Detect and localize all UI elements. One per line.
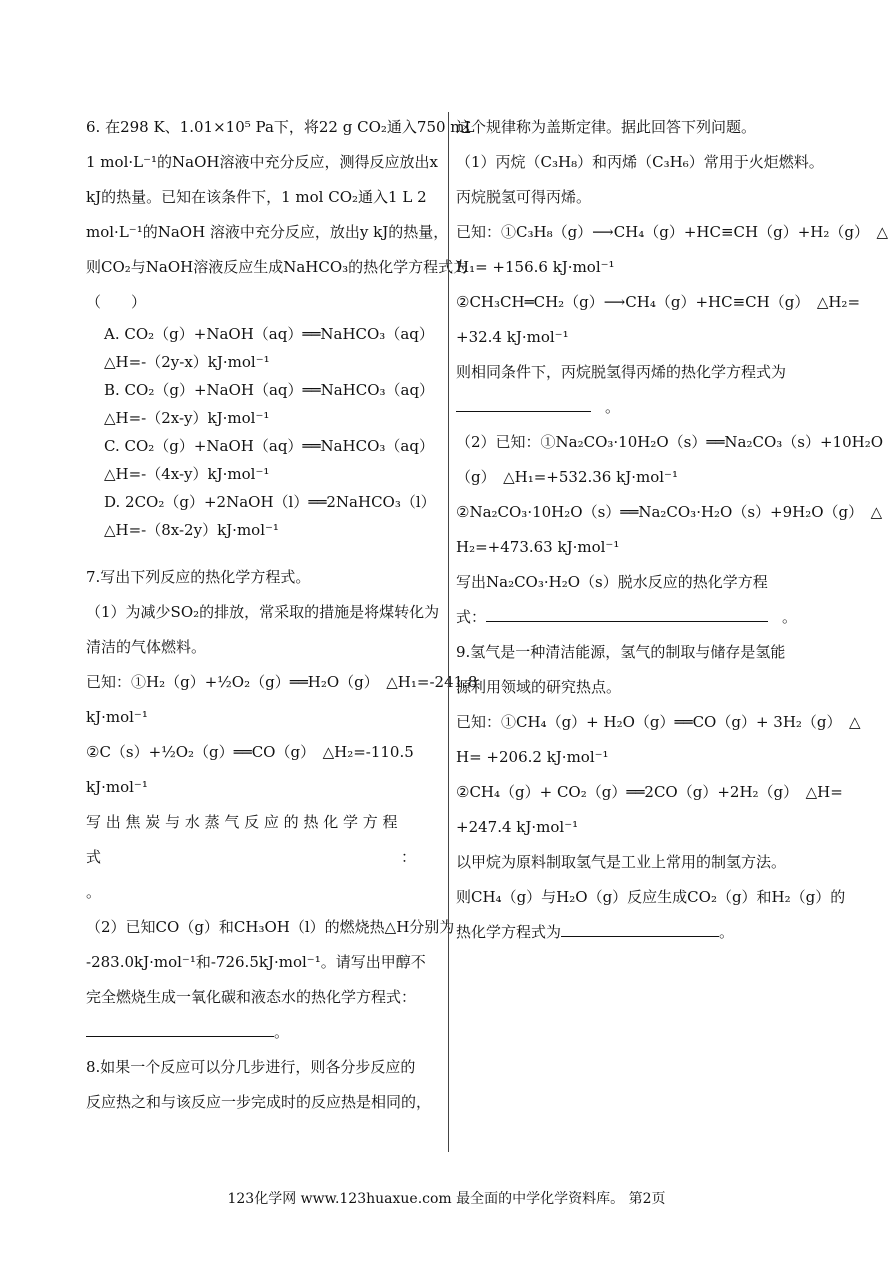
q7-line: 式 ： [86,848,417,866]
q6-line: kJ的热量。已知在该条件下，1 mol CO₂通入1 L 2 [86,188,427,206]
question-9 [456,635,861,950]
page-number: 第2页 [628,1191,666,1207]
q9-line: 以甲烷为原料制取氢气是工业上常用的制氢方法。 [456,853,787,871]
q8-line: 已知：①C₃H₈（g）⟶CH₄（g）+HC≡CH（g）+H₂（g） △ [456,223,889,241]
q7-line: 已知：①H₂（g）+½O₂（g）══H₂O（g） △H₁=-241.8 [86,673,478,691]
q9-line: 热化学方程式为 [456,923,562,941]
q8-line: 这个规律称为盖斯定律。据此回答下列问题。 [456,118,757,136]
q7-line: 写 出 焦 炭 与 水 蒸 气 反 应 的 热 化 学 方 程 [86,813,398,831]
q7-line: ②C（s）+½O₂（g）══CO（g） △H₂=-110.5 [86,743,414,761]
q6-option-c-dh: △H=-（4x-y）kJ·mol⁻¹ [104,465,270,483]
q8-line: 。 [782,608,798,626]
q6-line: 6. 在298 K、1.01×10⁵ Pa下，将22 g CO₂通入750 mL [86,118,475,136]
q7-line: kJ·mol⁻¹ [86,778,148,796]
q7-line: 完全燃烧生成一氧化碳和液态水的热化学方程式： [86,988,417,1006]
answer-blank[interactable] [561,920,719,937]
q8-line: 则相同条件下，丙烷脱氢得丙烯的热化学方程式为 [456,363,787,381]
q8-line: 丙烷脱氢可得丙烯。 [456,188,592,206]
q6-line: （ ） [86,293,147,311]
question-8 [86,1050,442,1120]
q6-line: 1 mol·L⁻¹的NaOH溶液中充分反应，测得反应放出x [86,153,438,171]
q8-line: 8.如果一个反应可以分几步进行，则各分步反应的 [86,1058,416,1076]
answer-blank[interactable] [456,395,591,412]
q9-line: ②CH₄（g）+ CO₂（g）══2CO（g）+2H₂（g） △H= [456,783,843,801]
answer-blank[interactable] [86,1020,274,1037]
q8-line: +32.4 kJ·mol⁻¹ [456,328,569,346]
q6-line: 则CO₂与NaOH溶液反应生成NaHCO₃的热化学方程式为 [86,258,469,276]
q6-option-d: D. 2CO₂（g）+2NaOH（l）══2NaHCO₃（l） [104,493,436,511]
q9-line: 源利用领域的研究热点。 [456,678,622,696]
q9-line: 已知：①CH₄（g）+ H₂O（g）══CO（g）+ 3H₂（g） △ [456,713,861,731]
q8-line: H₂=+473.63 kJ·mol⁻¹ [456,538,620,556]
q9-answer-line [456,915,834,950]
q7-line: 清洁的气体燃料。 [86,638,207,656]
q7-line: kJ·mol⁻¹ [86,708,148,726]
page-footer [0,1188,893,1208]
question-8-continued [456,110,889,635]
column-divider [448,112,449,1152]
q8-line: （2）已知：①Na₂CO₃·10H₂O（s）══Na₂CO₃（s）+10H₂O [456,433,884,451]
q9-line: 9.氢气是一种清洁能源，氢气的制取与储存是氢能 [456,643,786,661]
q8-answer-line [456,600,834,635]
q7-line: 。 [86,883,102,901]
q8-line: ②Na₂CO₃·10H₂O（s）══Na₂CO₃·H₂O（s）+9H₂O（g） △ [456,503,883,521]
q6-option-a-dh: △H=-（2y-x）kJ·mol⁻¹ [104,353,270,371]
left-column [86,110,478,1120]
q8-line: （1）丙烷（C₃H₈）和丙烯（C₃H₆）常用于火炬燃料。 [456,153,824,171]
q9-line: +247.4 kJ·mol⁻¹ [456,818,579,836]
q6-option-a: A. CO₂（g）+NaOH（aq）══NaHCO₃（aq） [104,325,434,343]
question-6 [86,110,475,544]
q6-option-c: C. CO₂（g）+NaOH（aq）══NaHCO₃（aq） [104,437,434,455]
q8-line: 。 [605,398,621,416]
right-column [456,110,889,950]
q8-line: ②CH₃CH═CH₂（g）⟶CH₄（g）+HC≡CH（g） △H₂= [456,293,861,311]
q9-line: 则CH₄（g）与H₂O（g）反应生成CO₂（g）和H₂（g）的 [456,888,846,906]
q8-line: 反应热之和与该反应一步完成时的反应热是相同的， [86,1093,432,1111]
q9-line: 。 [719,923,735,941]
q8-line: （g） △H₁=+532.36 kJ·mol⁻¹ [456,468,678,486]
q7-line: 。 [274,1023,290,1041]
footer-text: 123化学网 www.123huaxue.com 最全面的中学化学资料库。 [227,1191,625,1207]
q8-line: 写出Na₂CO₃·H₂O（s）脱水反应的热化学方程 [456,573,768,591]
q6-line: mol·L⁻¹的NaOH 溶液中充分反应，放出y kJ的热量， [86,223,449,241]
answer-blank[interactable] [486,605,768,622]
q7-line: 7.写出下列反应的热化学方程式。 [86,568,311,586]
q8-answer-line [456,390,834,425]
q7-answer-line [86,1015,442,1050]
question-7 [86,560,478,1050]
q9-line: H= +206.2 kJ·mol⁻¹ [456,748,609,766]
q6-option-d-dh: △H=-（8x-2y）kJ·mol⁻¹ [104,521,279,539]
q8-line: H₁= +156.6 kJ·mol⁻¹ [456,258,615,276]
q7-line: （1）为减少SO₂的排放，常采取的措施是将煤转化为 [86,603,440,621]
q6-option-b: B. CO₂（g）+NaOH（aq）══NaHCO₃（aq） [104,381,435,399]
q7-line: -283.0kJ·mol⁻¹和-726.5kJ·mol⁻¹。请写出甲醇不 [86,953,426,971]
q7-line: （2）已知CO（g）和CH₃OH（l）的燃烧热△H分别为 [86,918,455,936]
q8-line: 式： [456,608,487,626]
q6-option-b-dh: △H=-（2x-y）kJ·mol⁻¹ [104,409,270,427]
